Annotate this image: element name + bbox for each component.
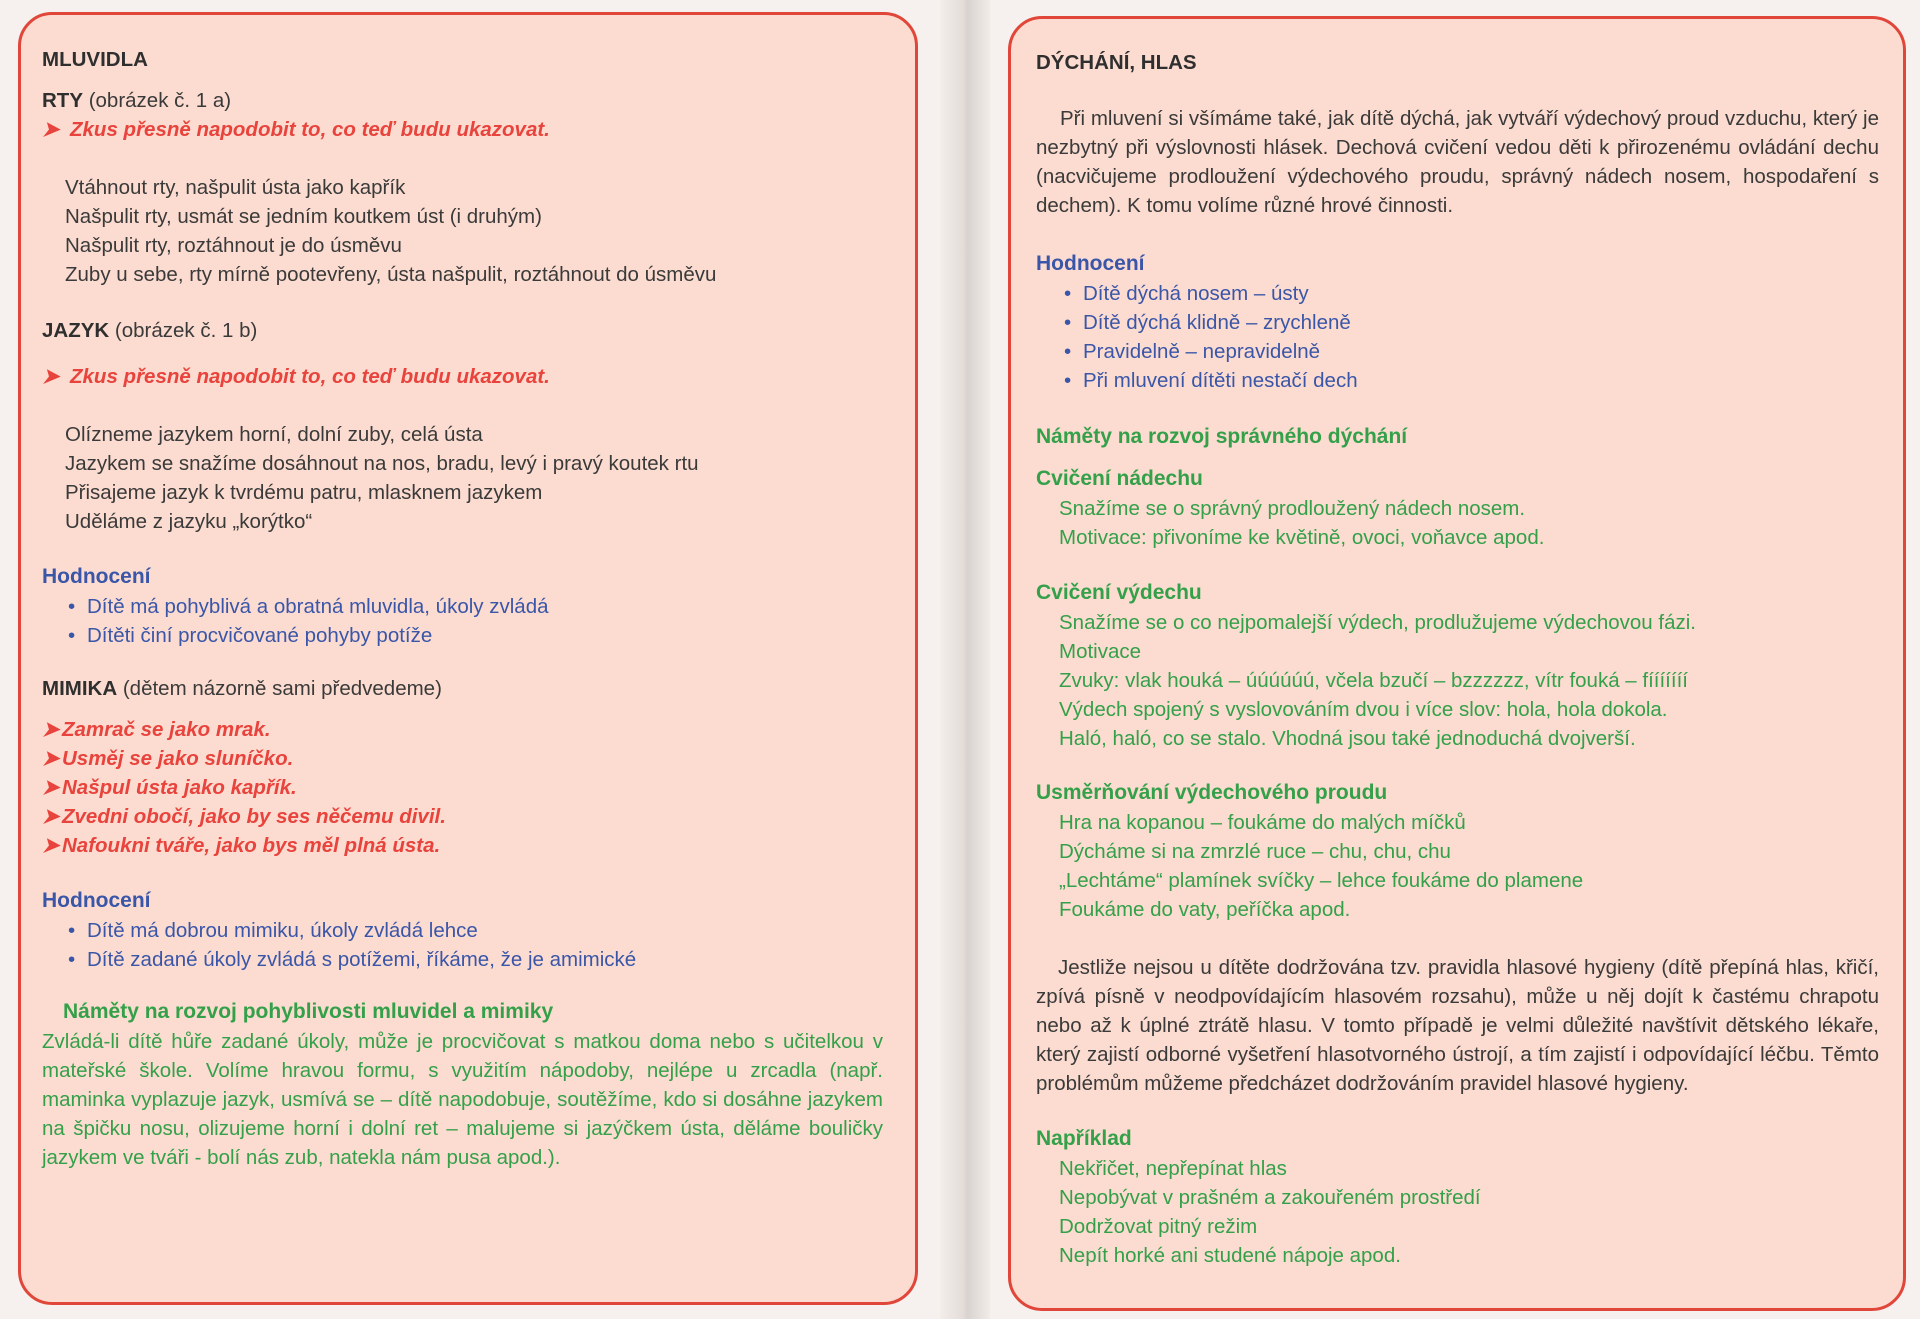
- list-item: Přisajeme jazyk k tvrdému patru, mlasknem jazykem: [65, 481, 543, 504]
- right-page-panel: [1008, 16, 1906, 1311]
- rty-note: (obrázek č. 1 a): [83, 89, 232, 112]
- list-item: ➤ Našpul ústa jako kapřík.: [42, 773, 891, 802]
- usmernovani-heading: Usměrňování výdechového proudu: [1036, 781, 1388, 804]
- section-title-dychani: DÝCHÁNÍ, HLAS: [1036, 51, 1197, 74]
- list-item: Foukáme do vaty, peříčka apod.: [1059, 898, 1351, 921]
- list-item: ➤ Zvedni obočí, jako by ses něčemu divil.: [42, 802, 891, 831]
- usmernovani-list: [1036, 808, 1879, 924]
- list-item: Haló, haló, co se stalo. Vhodná jsou také jednoduchá dvojverší.: [1059, 727, 1636, 750]
- arrow-icon: ➤: [42, 834, 60, 857]
- left-page-panel: [18, 12, 918, 1305]
- intro-paragraph: Při mluvení si všímáme také, jak dítě dýchá, jak vytváří výdechový proud vzduchu, který je nezbytný při výslovnosti hlásek. Dechová cvičení vedou děti k přirozenému ovládání dechu (nacvičujeme prodloužení výdechového proudu, správný nádech nosem, hospodaření s dechem). K tomu volíme různé hrové činnosti.: [1036, 107, 1879, 217]
- mimika-note: (dětem názorně sami předvedeme): [117, 677, 442, 700]
- rty-heading: RTY: [42, 89, 83, 112]
- list-item: • Pravidelně – nepravidelně: [1064, 337, 1879, 366]
- list-item: Dodržovat pitný režim: [1059, 1215, 1258, 1238]
- list-item: Motivace: [1059, 640, 1142, 663]
- hodnoceni-list: [42, 592, 891, 650]
- jazyk-exercise-list: [42, 420, 891, 536]
- nadech-list: [1036, 494, 1879, 552]
- hodnoceni-list: [42, 916, 891, 974]
- hodnoceni-heading: Hodnocení: [1036, 252, 1145, 275]
- list-item: ➤ Zamrač se jako mrak.: [42, 715, 891, 744]
- mimika-heading: MIMIKA: [42, 677, 118, 700]
- arrow-icon: ➤: [42, 718, 60, 741]
- rty-heading-line: [42, 86, 891, 115]
- book-spine: [940, 0, 990, 1319]
- list-item: ➤ Nafoukni tváře, jako bys měl plná ústa.: [42, 831, 891, 860]
- hodnoceni-heading: Hodnocení: [42, 565, 151, 588]
- arrow-icon: ➤: [42, 365, 60, 388]
- hodnoceni-heading: Hodnocení: [42, 889, 151, 912]
- arrow-icon: ➤: [42, 118, 60, 141]
- rty-command: [42, 115, 891, 144]
- nadech-heading: Cvičení nádechu: [1036, 467, 1203, 490]
- list-item: Nekřičet, nepřepínat hlas: [1059, 1157, 1287, 1180]
- list-item: • Dítě má pohyblivá a obratná mluvidla, úkoly zvládá: [68, 592, 891, 621]
- list-item: Nepobývat v prašném a zakouřeném prostředí: [1059, 1186, 1481, 1209]
- list-item: Vtáhnout rty, našpulit ústa jako kapřík: [65, 176, 406, 199]
- mimika-command-list: [42, 715, 891, 860]
- list-item: Uděláme z jazyku „korýtko“: [65, 510, 313, 533]
- list-item: „Lechtáme“ plamínek svíčky – lehce foukáme do plamene: [1059, 869, 1584, 892]
- list-item: • Dítě dýchá nosem – ústy: [1064, 279, 1879, 308]
- jazyk-command-text: Zkus přesně napodobit to, co teď budu ukazovat.: [70, 365, 550, 388]
- section-title-mluvidla: MLUVIDLA: [42, 48, 148, 71]
- list-item: • Dítěti činí procvičované pohyby potíže: [68, 621, 891, 650]
- rty-exercise-list: [42, 173, 891, 289]
- list-item: Zvuky: vlak houká – úúúúúú, včela bzučí – bzzzzzz, vítr fouká – fííííííí: [1059, 669, 1688, 692]
- arrow-icon: ➤: [42, 776, 60, 799]
- right-content: [1036, 48, 1879, 1270]
- list-item: Hra na kopanou – foukáme do malých míčků: [1059, 811, 1466, 834]
- jazyk-note: (obrázek č. 1 b): [109, 319, 258, 342]
- napriklad-list: [1036, 1154, 1879, 1270]
- arrow-icon: ➤: [42, 747, 60, 770]
- vydech-list: [1036, 608, 1879, 753]
- list-item: Našpulit rty, roztáhnout je do úsměvu: [65, 234, 402, 257]
- list-item: Nepít horké ani studené nápoje apod.: [1059, 1244, 1401, 1267]
- left-content: [42, 45, 891, 1172]
- list-item: Motivace: přivoníme ke květině, ovoci, voňavce apod.: [1059, 526, 1545, 549]
- arrow-icon: ➤: [42, 805, 60, 828]
- list-item: Olízneme jazykem horní, dolní zuby, celá ústa: [65, 423, 483, 446]
- list-item: Zuby u sebe, rty mírně pootevřeny, ústa našpulit, roztáhnout do úsměvu: [65, 263, 717, 286]
- hodnoceni-list: [1036, 279, 1879, 395]
- jazyk-heading: JAZYK: [42, 319, 110, 342]
- list-item: Jazykem se snažíme dosáhnout na nos, bradu, levý i pravý koutek rtu: [65, 452, 699, 475]
- list-item: Našpulit rty, usmát se jedním koutkem úst (i druhým): [65, 205, 542, 228]
- namety-paragraph: Zvládá-li dítě hůře zadané úkoly, může je procvičovat s matkou doma nebo s učitelkou v mateřské škole. Volíme hravou formu, s využitím nápodoby, nejlépe u zrcadla (např. maminka vyplazuje jazyk, usmívá se – dítě napodobuje, soutěžíme, kdo si dosáhne jazykem na špičku nosu, olizujeme horní i dolní ret – malujeme si jazýčkem ústa, děláme bouličky jazykem ve tváři - bolí nás zub, natekla nám pusa apod.).: [42, 1030, 883, 1169]
- namety-dychani-heading: Náměty na rozvoj správného dýchání: [1036, 425, 1408, 448]
- mimika-heading-line: [42, 674, 891, 703]
- namety-heading: Náměty na rozvoj pohyblivosti mluvidel a mimiky: [63, 1000, 554, 1023]
- rty-command-text: Zkus přesně napodobit to, co teď budu ukazovat.: [70, 118, 550, 141]
- napriklad-heading: Například: [1036, 1127, 1132, 1150]
- list-item: Snažíme se o správný prodloužený nádech nosem.: [1059, 497, 1526, 520]
- list-item: Výdech spojený s vyslovováním dvou i více slov: hola, hola dokola.: [1059, 698, 1668, 721]
- list-item: • Dítě zadané úkoly zvládá s potížemi, říkáme, že je amimické: [68, 945, 891, 974]
- jazyk-command: [42, 362, 891, 391]
- list-item: ➤ Usměj se jako sluníčko.: [42, 744, 891, 773]
- vydech-heading: Cvičení výdechu: [1036, 581, 1202, 604]
- list-item: Dýcháme si na zmrzlé ruce – chu, chu, chu: [1059, 840, 1451, 863]
- jazyk-heading-line: [42, 316, 891, 345]
- list-item: Snažíme se o co nejpomalejší výdech, prodlužujeme výdechovou fázi.: [1059, 611, 1696, 634]
- list-item: • Dítě dýchá klidně – zrychleně: [1064, 308, 1879, 337]
- hygiena-paragraph: Jestliže nejsou u dítěte dodržována tzv. pravidla hlasové hygieny (dítě přepíná hlas, křičí, zpívá písně v neodpovídajícím hlasovém rozsahu), může u něj dojít k častému chrapotu nebo až k úplné ztrátě hlasu. V tomto případě je velmi důležité navštívit dětského lékaře, který zajistí odborné vyšetření hlasotvorného ústrojí, a tím zajistí i odpovídající léčbu. Těmto problémům můžeme předcházet dodržováním pravidel hlasové hygieny.: [1036, 956, 1879, 1095]
- list-item: • Při mluvení dítěti nestačí dech: [1064, 366, 1879, 395]
- list-item: • Dítě má dobrou mimiku, úkoly zvládá lehce: [68, 916, 891, 945]
